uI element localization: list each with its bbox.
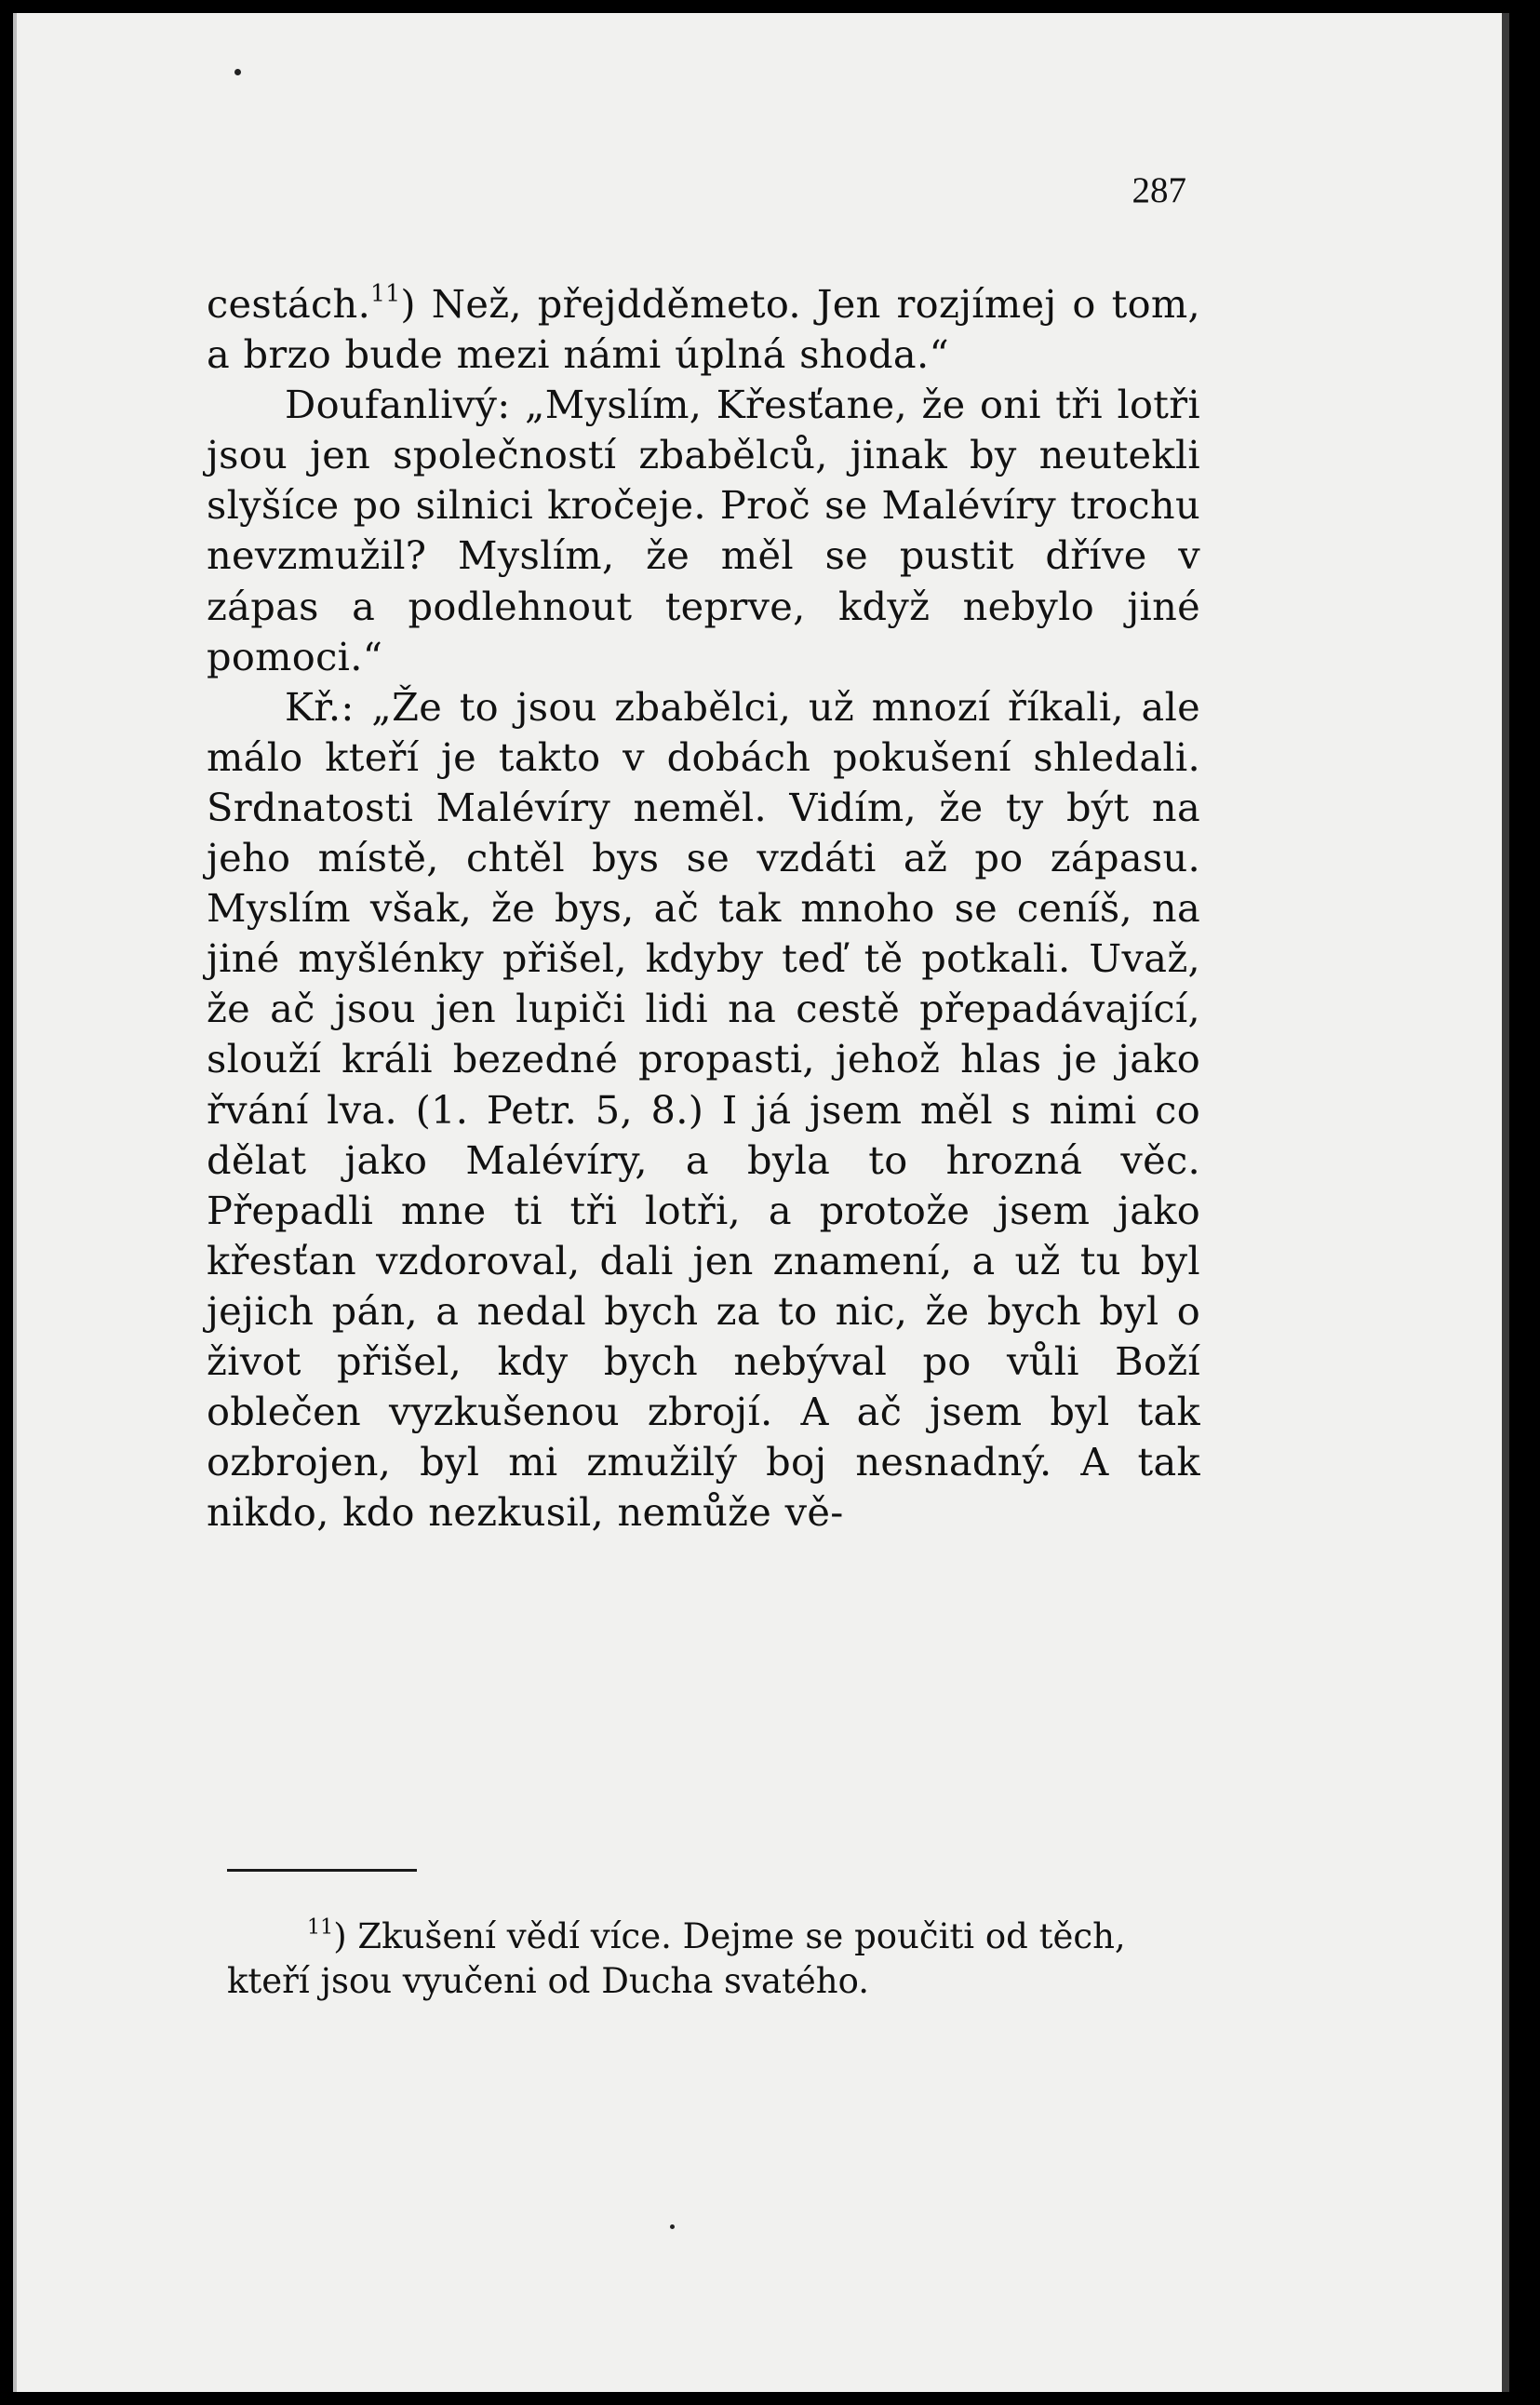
- footnote-marker: 11: [307, 1915, 334, 1940]
- footnote-divider: [227, 1869, 417, 1872]
- print-speck: [234, 69, 241, 75]
- paragraph-text: cestách.: [207, 281, 371, 327]
- paragraph-text: ) Než, přejdděmeto. Jen rozjímej o tom, a brzo bude mezi námi úplná shoda.“: [207, 281, 1200, 378]
- print-speck: [670, 2224, 675, 2229]
- paragraph: Doufanlivý: „Myslím, Křesťane, že oni tři lotři jsou jen společností zbabělců, jinak by neutekli slyšíce po silnici kročeje. Proč se Malévíry trochu nevzmužil? Myslím, že měl se pustit dříve v zápas a podlehnout teprve, když nebylo jiné pomoci.“: [207, 382, 1200, 679]
- page-right-edge: [1502, 13, 1509, 2392]
- footnote-reference: 11: [370, 279, 401, 307]
- footnote-text: ) Zkušení vědí více. Dejme se poučiti od těch, kteří jsou vyučeni od Ducha svatého.: [227, 1916, 1126, 2001]
- page-left-edge: [13, 13, 17, 2392]
- paragraph-continuation: [207, 279, 1200, 380]
- body-text: [207, 279, 1200, 1538]
- footnote: [227, 1915, 1213, 2004]
- page-number: 287: [1132, 170, 1186, 210]
- paragraph: Kř.: „Že to jsou zbabělci, už mnozí říkali, ale málo kteří je takto v dobách pokušení shledali. Srdnatosti Malévíry neměl. Vidím, že ty být na jeho místě, chtěl bys se vzdáti až po zápasu. Myslím však, že bys, ač tak mnoho se ceníš, na jiné myšlénky přišel, kdyby teď tě potkali. Uvaž, že ač jsou jen lupiči lidi na cestě přepadávající, slouží králi bezedné propasti, jehož hlas je jako řvání lva. (1. Petr. 5, 8.) I já jsem měl s nimi co dělat jako Malévíry, a byla to hrozná věc. Přepadli mne ti tři lotři, a protože jsem jako křesťan vzdoroval, dali jen znamení, a už tu byl jejich pán, a nedal bych za to nic, že bych byl o život přišel, kdy bych nebýval po vůli Boží oblečen vyzkušenou zbrojí. A ač jsem byl tak ozbrojen, byl mi zmužilý boj nesnadný. A tak nikdo, kdo nezkusil, nemůže vě-: [207, 683, 1200, 1536]
